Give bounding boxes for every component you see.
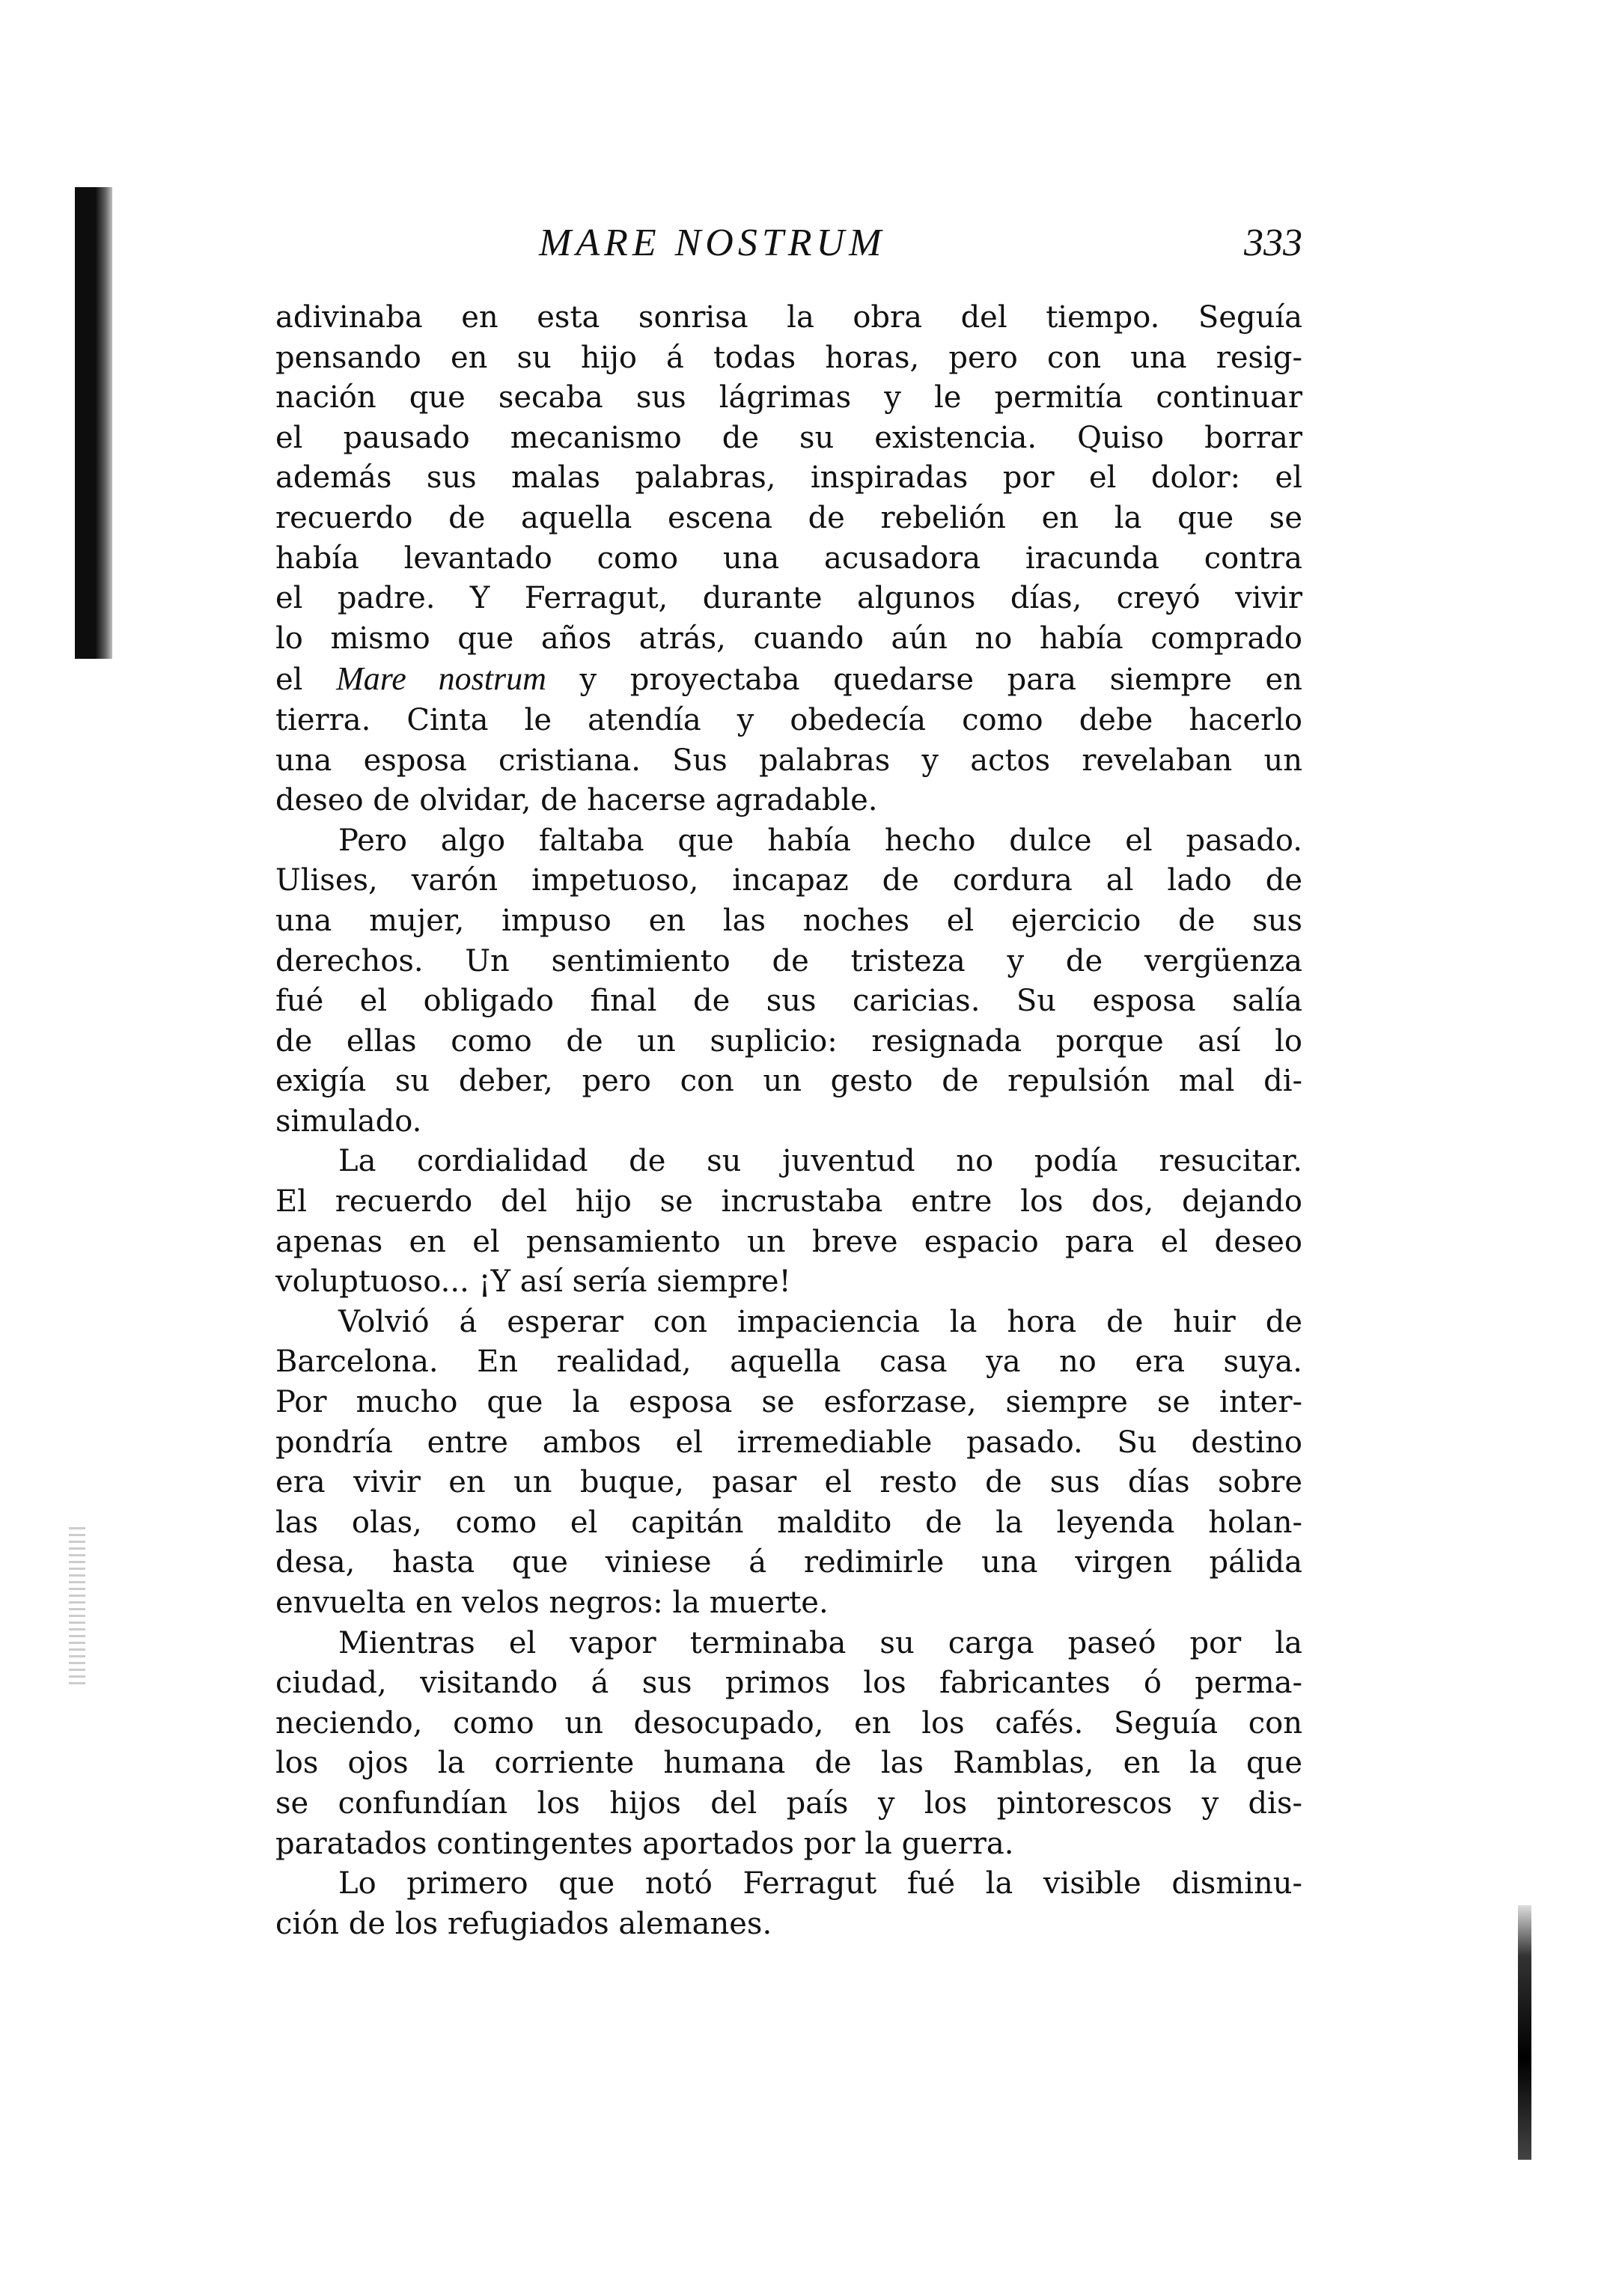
text-line: derechos. Un sentimiento de tristeza y de vergüenza [275, 943, 1302, 978]
text-line: pondría entre ambos el irremediable pasado. Su destino [275, 1425, 1302, 1460]
text-line: además sus malas palabras, inspiradas por el dolor: el [275, 460, 1302, 496]
text-line: las olas, como el capitán maldito de la leyenda holan- [275, 1505, 1302, 1540]
text-line: el padre. Y Ferragut, durante algunos días, creyó vivir [275, 581, 1302, 616]
text-line: desa, hasta que viniese á redimirle una virgen pálida [275, 1545, 1302, 1580]
text-line: neciendo, como un desocupado, en los cafés. Seguía con [275, 1705, 1302, 1741]
text-line: Por mucho que la esposa se esforzase, siempre se inter- [275, 1385, 1302, 1420]
text-line: fué el obligado final de sus caricias. Su esposa salía [275, 984, 1302, 1019]
text-line: paratados contingentes aportados por la guerra. [275, 1826, 1014, 1861]
text-line: ciudad, visitando á sus primos los fabricantes ó perma- [275, 1666, 1302, 1701]
text-line: nación que secaba sus lágrimas y le permitía continuar [275, 380, 1302, 415]
text-line: tierra. Cinta le atendía y obedecía como debe hacerlo [275, 702, 1302, 737]
text-line: exigía su deber, pero con un gesto de repulsión mal di- [275, 1064, 1302, 1099]
text-line: una esposa cristiana. Sus palabras y actos revelaban un [275, 743, 1302, 778]
body-text [275, 298, 1302, 1944]
text-fragment: el [275, 663, 337, 698]
text-line: había levantado como una acusadora iracunda contra [275, 540, 1302, 576]
text-line: Barcelona. En realidad, aquella casa ya no era suya. [275, 1345, 1302, 1380]
text-line: Mientras el vapor terminaba su carga paseó por la [338, 1625, 1302, 1660]
running-title: MARE NOSTRUM [539, 222, 886, 264]
text-line: Volvió á esperar con impaciencia la hora de huir de [338, 1304, 1302, 1339]
text-line: el pausado mecanismo de su existencia. Quiso borrar [275, 420, 1302, 455]
scan-speck-mark [69, 1527, 85, 1684]
text-line: apenas en el pensamiento un breve espacio para el deseo [275, 1224, 1302, 1259]
page-header [269, 210, 1302, 277]
text-line: pensando en su hijo á todas horas, pero con una resig- [275, 340, 1302, 375]
text-line: deseo de olvidar, de hacerse agradable. [275, 783, 878, 818]
text-line: Lo primero que notó Ferragut fué la visible disminu- [338, 1866, 1302, 1901]
text-line [275, 659, 1302, 701]
text-line: Ulises, varón impetuoso, incapaz de cordura al lado de [275, 863, 1302, 898]
text-line: Pero algo faltaba que había hecho dulce el pasado. [338, 823, 1302, 858]
text-line: era vivir en un buque, pasar el resto de sus días sobre [275, 1465, 1302, 1500]
text-line: El recuerdo del hijo se incrustaba entre los dos, dejando [275, 1184, 1302, 1219]
text-line: los ojos la corriente humana de las Ramblas, en la que [275, 1746, 1302, 1781]
text-line: La cordialidad de su juventud no podía resucitar. [338, 1144, 1302, 1179]
text-line: voluptuoso... ¡Y así sería siempre! [275, 1264, 791, 1300]
text-line: recuerdo de aquella escena de rebelión en la que se [275, 500, 1302, 535]
scan-edge-shadow [1518, 1905, 1531, 2160]
text-fragment: y proyectaba quedarse para siempre en [546, 663, 1302, 698]
page-number: 333 [1244, 222, 1302, 264]
italic-title: Mare nostrum [336, 660, 546, 698]
text-line: envuelta en velos negros: la muerte. [275, 1586, 829, 1620]
text-line: adivinaba en esta sonrisa la obra del tiempo. Seguía [275, 300, 1302, 335]
text-line: ción de los refugiados alemanes. [275, 1906, 772, 1941]
text-line: lo mismo que años atrás, cuando aún no había comprado [275, 621, 1302, 656]
text-line: simulado. [275, 1103, 422, 1139]
text-line: una mujer, impuso en las noches el ejercicio de sus [275, 903, 1302, 938]
text-line: de ellas como de un suplicio: resignada porque así lo [275, 1023, 1302, 1059]
text-line: se confundían los hijos del país y los pintorescos y dis- [275, 1785, 1302, 1821]
scan-binding-shadow [75, 187, 112, 659]
